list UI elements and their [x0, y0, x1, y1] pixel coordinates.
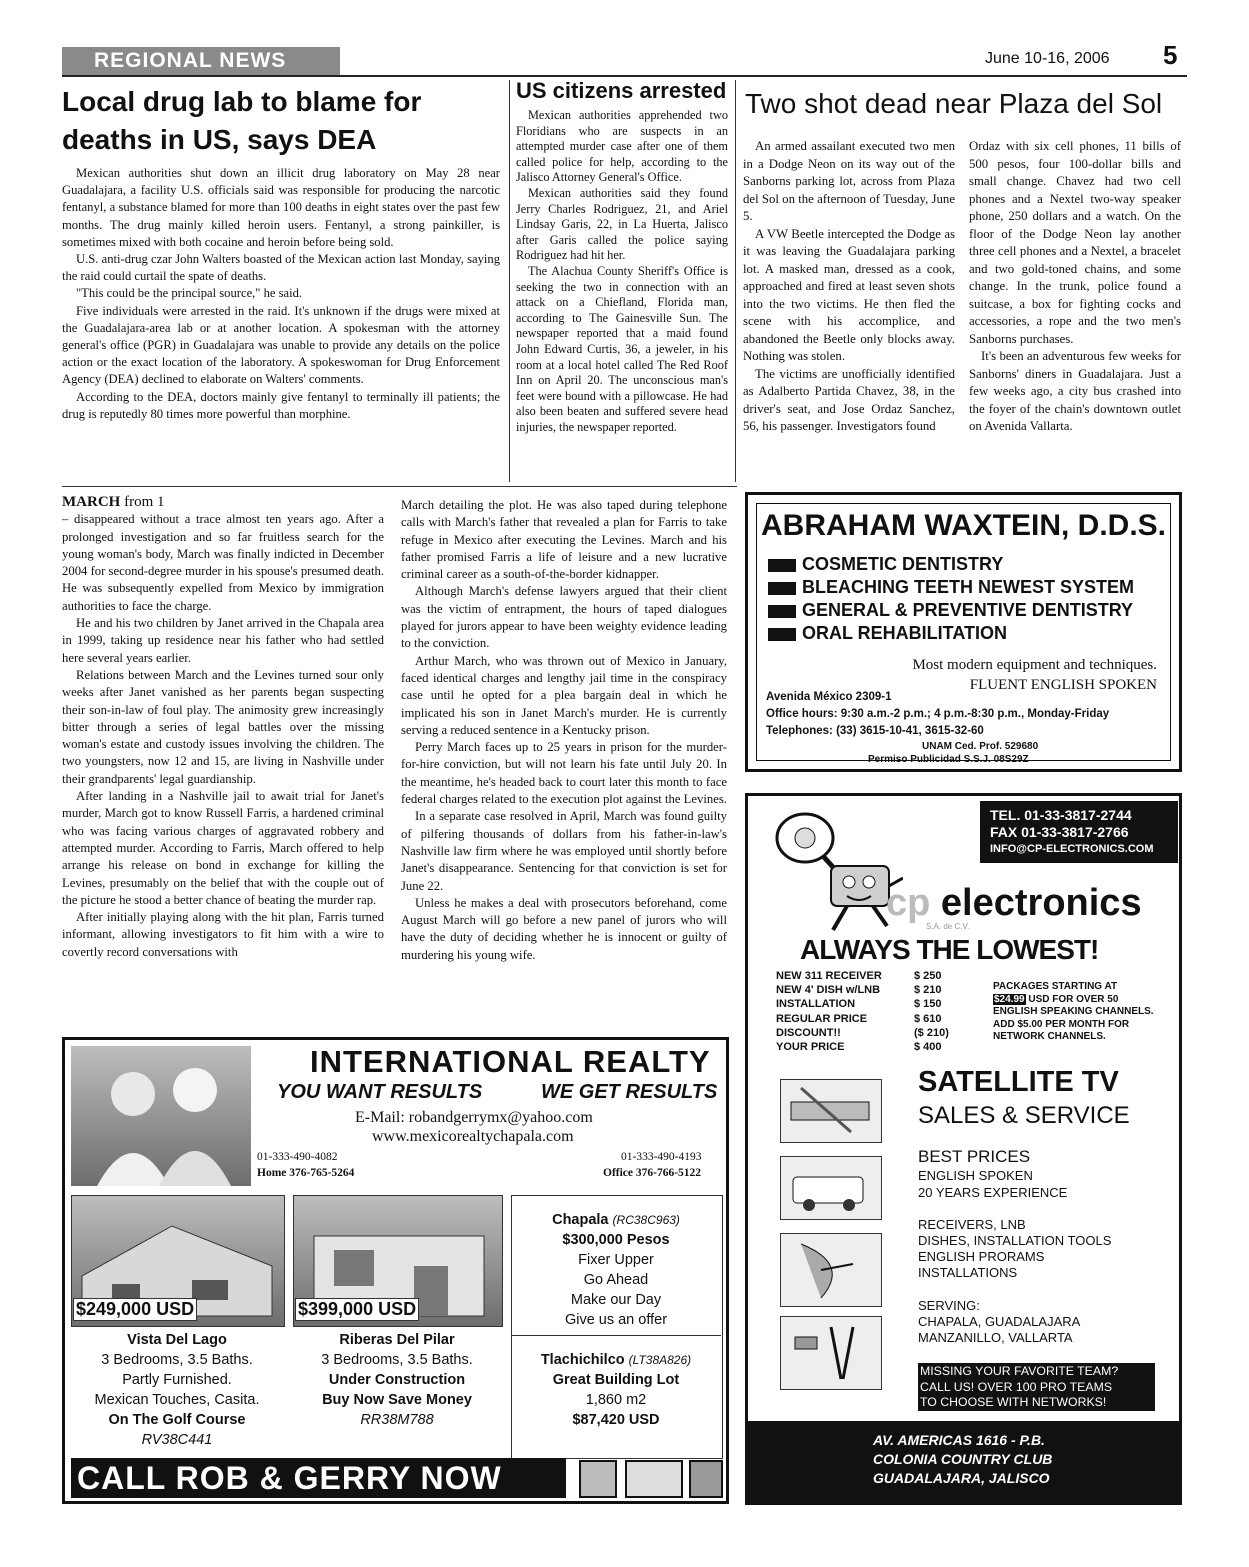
- realty-home-phone: Home 376-765-5264: [257, 1167, 355, 1179]
- article1-paragraph: U.S. anti-drug czar John Walters boasted of the Mexican action last Monday, saying the raid could curtail the spate of deaths.: [62, 252, 500, 284]
- article4-paragraph: March detailing the plot. He was also taped during telephone calls with March's father that revealed a plan for Farris to take refuge in Mexico after executing the Levines. March and his father promised Farris a life of leisure and a new lucrative criminal career as a south-of-the-border kidnapper.: [401, 498, 727, 582]
- missing-line: CALL US! OVER 100 PRO TEAMS: [920, 1379, 1113, 1394]
- article4-paragraph: Arthur March, who was thrown out of Mexico in January, faced identical charges and lengthy jail time in the conspiracy case until he opted for a plea bargain deal in which he implicated his son in Janet March's murder. He is currently serving a reduced sentence in a Kentucky prison.: [401, 653, 727, 737]
- price-row: [776, 969, 976, 983]
- service-line: ENGLISH PRORAMS: [918, 1249, 1045, 1264]
- listing4-name: Tlachichilco: [540, 1352, 625, 1368]
- article4-paragraph: Although March's defense lawyers argued that their client was the victim of entrapment, the hours of taped dialogues played for jurors appear to have been weighty evidence leading to the conviction.: [401, 584, 727, 651]
- bullet-square-icon: [768, 582, 796, 595]
- receiver-icon: [781, 1080, 881, 1142]
- article4-paragraph: After initially playing along with the hit plan, Farris turned informant, allowing investigators to fit him with a wire to covertly record conversations with: [62, 910, 384, 959]
- dentist-tagline: Most modern equipment and techniques.: [912, 657, 1157, 673]
- article3-col2: [969, 138, 1181, 436]
- dentist-services: [768, 553, 1134, 645]
- listing3-price: $300,000 Pesos: [562, 1232, 670, 1248]
- price-row: [776, 1012, 976, 1026]
- agents-photo: [71, 1046, 251, 1186]
- serving-cities: CHAPALA, GUADALAJARA: [918, 1314, 1081, 1329]
- header-rule: [62, 75, 1187, 77]
- ampi-logo-icon: [689, 1460, 723, 1498]
- dentist-license: UNAM Ced. Prof. 529680: [922, 741, 1039, 752]
- sales-service: SALES & SERVICE: [918, 1102, 1130, 1129]
- english-spoken: ENGLISH SPOKEN: [918, 1168, 1033, 1183]
- packages-text: USD FOR OVER 50: [1028, 993, 1119, 1005]
- realty-name: INTERNATIONAL REALTY: [310, 1044, 711, 1079]
- call-banner: CALL ROB & GERRY NOW: [71, 1458, 566, 1498]
- page-number: 5: [1163, 40, 1178, 70]
- contact-block: [980, 801, 1178, 863]
- article1-headline: Local drug lab to blame for deaths in US, says DEA: [62, 86, 422, 155]
- article4-jump-rest: from 1: [120, 494, 165, 510]
- tools-icon: [781, 1317, 881, 1389]
- listing1-code: RV38C441: [141, 1432, 213, 1448]
- article4-paragraph: After landing in a Nashville jail to await trial for Janet's murder, March got to know Russell Farris, a hardened criminal who was facing various charges of aggravated robbery and attempted murder. According to Farris, March offered to help arrange his release on bond in exchange for killing the Levines, presumably on the belief that with the couple out of the picture he stood a better chance of beating the murder rap.: [62, 789, 384, 907]
- article3-paragraph: Ordaz with six cell phones, 11 bills of 500 pesos, four 100-dollar bills and small change. Chavez had two cell phones and a Nextel two-way speaker phone, 250 dollars and a watch. On the floor of the Dodge Neon lay another three cell phones and a Nextel, a bracelet and two gold-toned chains, and some change. In the trunk, police found a suitcase, a box for fighting cocks and accessories, a rope and the two men's Sanborns purchases.: [969, 139, 1181, 346]
- price-value: ($ 210): [914, 1026, 949, 1039]
- dentist-address: Avenida México 2309-1: [766, 691, 892, 703]
- article3-paragraph: It's been an adventurous few weeks for Sanborns' diners in Guadalajara. Just a few weeks ago, a city bus crashed into the foyer of the chain's downtown outlet on Avenida Vallarta.: [969, 349, 1181, 433]
- brand-sub: S.A. de C.V.: [926, 922, 970, 931]
- listing2-price: $399,000 USD: [295, 1298, 419, 1321]
- agents-icon: [71, 1046, 251, 1186]
- listing1-line: Partly Furnished.: [122, 1372, 232, 1388]
- dish-image: [780, 1233, 882, 1307]
- price-item: NEW 311 RECEIVER: [776, 970, 882, 982]
- realty-phone-right: 01-333-490-4193: [621, 1151, 702, 1163]
- dentist-service-label: ORAL REHABILITATION: [802, 623, 1007, 643]
- article2-paragraph: Mexican authorities apprehended two Floridians who are suspects in an attempted murder case after one of them called police for help, according to the Jalisco Attorney General's Office.: [516, 108, 728, 185]
- article1-paragraph: According to the DEA, doctors mainly give fentanyl to terminally ill patients; the drug is reputedly 80 times more powerful than morphine.: [62, 389, 500, 421]
- listing1-price: $249,000 USD: [73, 1298, 197, 1321]
- missing-line: MISSING YOUR FAVORITE TEAM?: [920, 1364, 1119, 1378]
- listing3-line: Make our Day: [570, 1292, 662, 1308]
- contact-email: INFO@CP-ELECTRONICS.COM: [990, 843, 1154, 855]
- missing-team-banner: [918, 1363, 1155, 1411]
- price-row: [776, 1040, 976, 1054]
- address-line: GUADALAJARA, JALISCO: [873, 1470, 1050, 1486]
- listing4-code: (LT38A826): [628, 1353, 692, 1367]
- article1-body: [62, 165, 500, 423]
- packages-line: ENGLISH SPEAKING CHANNELS.: [993, 1006, 1154, 1017]
- article3-paragraph: An armed assailant executed two men in a Dodge Neon on its way out of the Sanborns parking lot, across from Plaza del Sol on the afternoon of Tuesday, June 5.: [743, 139, 955, 223]
- service-line: RECEIVERS, LNB: [918, 1217, 1026, 1232]
- dentist-name: ABRAHAM WAXTEIN, D.D.S.: [761, 509, 1166, 542]
- listing4-details: [511, 1350, 721, 1430]
- article3-col1: [743, 138, 955, 436]
- listing2-line: 3 Bedrooms, 3.5 Baths.: [321, 1352, 473, 1368]
- listing3-line: Fixer Upper: [578, 1252, 654, 1268]
- article2-headline: US citizens arrested: [516, 78, 727, 103]
- column-rule: [509, 80, 510, 482]
- van-image: [780, 1156, 882, 1220]
- article3-headline: Two shot dead near Plaza del Sol: [745, 88, 1163, 119]
- listing4-heading: [511, 1350, 721, 1370]
- article1-paragraph: Mexican authorities shut down an illicit drug laboratory on May 28 near Guadalajara, a facility U.S. officials said was responsible for producing the narcotic fentanyl, a substance blamed for more than 100 deaths in eight states over the past few months. The drug mainly killed heroin users. Fentanyl, a strong painkiller, is sometimes mixed with both cocaine and heroin before being sold.: [62, 166, 500, 249]
- price-value: $ 210: [914, 984, 942, 997]
- price-item: INSTALLATION: [776, 998, 856, 1011]
- listing4-price: $87,420 USD: [572, 1412, 660, 1428]
- price-value: $ 400: [914, 1041, 942, 1054]
- serving-cities: MANZANILLO, VALLARTA: [918, 1330, 1073, 1345]
- price-list: [776, 969, 976, 1054]
- listing2-line: Under Construction: [328, 1372, 466, 1388]
- bullet-square-icon: [768, 559, 796, 572]
- dentist-ad: [745, 492, 1182, 772]
- article3-paragraph: The victims are unofficially identified as Adalberto Partida Chavez, 38, in the driver's seat, and Jose Ordaz Sanchez, 56, his passenger. Investigators found: [743, 366, 955, 433]
- dentist-service-item: [768, 622, 1134, 645]
- listing1-name: Vista Del Lago: [127, 1332, 227, 1348]
- section-banner: REGIONAL NEWS: [62, 47, 340, 75]
- packages-block: [993, 981, 1178, 1044]
- price-item: DISCOUNT!!: [776, 1026, 841, 1039]
- dish-icon: [781, 1234, 881, 1306]
- bullet-square-icon: [768, 628, 796, 641]
- article4-jump-bold: MARCH: [62, 494, 121, 510]
- dentist-phones: Telephones: (33) 3615-10-41, 3615-32-60: [766, 725, 984, 737]
- realty-website: www.mexicorealtychapala.com: [372, 1128, 574, 1145]
- issue-date: June 10-16, 2006: [985, 50, 1110, 67]
- address-line: AV. AMERICAS 1616 - P.B.: [873, 1432, 1045, 1448]
- dentist-service-item: [768, 553, 1134, 576]
- dentist-service-item: [768, 599, 1134, 622]
- serving-label: SERVING:: [918, 1298, 980, 1313]
- mls-logo-icon: [579, 1460, 617, 1498]
- column-rule: [735, 80, 736, 482]
- bullet-square-icon: [768, 605, 796, 618]
- missing-line: TO CHOOSE WITH NETWORKS!: [920, 1395, 1107, 1409]
- van-icon: [781, 1157, 881, 1219]
- article2-body: [516, 108, 728, 435]
- realty-office-phone: Office 376-766-5122: [603, 1167, 702, 1179]
- brand-name: electronics: [940, 882, 1142, 924]
- dentist-service-item: [768, 576, 1134, 599]
- brand-cp: cp: [886, 882, 931, 924]
- price-row: [776, 1026, 976, 1040]
- article1-paragraph: Five individuals were arrested in the raid. It's unknown if the drugs were mixed at the Guadalajara-area lab or at another location. A spokesman with the attorney general's office (PGR) in Guadalajara was unable to provide any details on the police action or the exact location of the laboratory. A spokeswoman for Drug Enforcement Agency (DEA) declined to elaborate on Walters' comments.: [62, 303, 500, 387]
- listing2-line: Buy Now Save Money: [322, 1392, 472, 1408]
- address-banner: [748, 1421, 1179, 1502]
- realty-phone-left: 01-333-490-4082: [257, 1151, 338, 1163]
- brand-logo: [886, 882, 1142, 925]
- dentist-hours: Office hours: 9:30 a.m.-2 p.m.; 4 p.m.-8:30 p.m., Monday-Friday: [766, 708, 1110, 720]
- best-prices: BEST PRICES: [918, 1147, 1031, 1166]
- address-line: COLONIA COUNTRY CLUB: [873, 1451, 1053, 1467]
- electronics-ad: [745, 793, 1182, 1505]
- dentist-permit: Permiso Publicidad S.S.J. 08S29Z: [868, 754, 1029, 765]
- listing3-name: Chapala: [552, 1212, 609, 1228]
- article2-paragraph: Mexican authorities said they found Jerry Charles Rodriguez, 21, and Ariel Lindsay Garis, 22, in La Huerta, Jalisco after Garis called the police saying Rodriguez had hit her.: [516, 185, 728, 263]
- price-row: [776, 983, 976, 997]
- article3-paragraph: A VW Beetle intercepted the Dodge as it was leaving the Guadalajara parking lot. A masked man, dressed as a cook, approached and fired at least seven shots into the two victims. He then fled the scene with his accomplice, and abandoned the Beetle only blocks away. Nothing was stolen.: [743, 226, 955, 363]
- fax-number: FAX 01-33-3817-2766: [990, 824, 1129, 840]
- slogan: ALWAYS THE LOWEST!: [800, 934, 1099, 965]
- satellite-title: SATELLITE TV: [918, 1066, 1119, 1098]
- article4-paragraph: Relations between March and the Levines turned sour only weeks after Janet vanished as her parents began suspecting their son-in-law of foul play. The animosity grew increasingly bitter through a series of legal battles over the missing woman's estate and custody issues involving the children. The two youngsters, now 12 and 15, are living in Nashville under their grandparents' legal guardianship.: [62, 667, 384, 786]
- phone-number: TEL. 01-33-3817-2744: [990, 807, 1132, 823]
- listing3-details: [511, 1210, 721, 1330]
- article2-paragraph: The Alachua County Sheriff's Office is seeking the two in connection with an attack on a Chiefland, Florida man, according to The Gainesville Sun. The newspaper reported that a maid found John Edward Curtis, 36, a jeweler, in his room at a local hotel called The Red Roof Inn on April 20. The unconscious man's feet were bound with a pillowcase. He had also been beaten and suffered severe head injuries, the newspaper reported.: [516, 263, 728, 434]
- listings-divider: [511, 1335, 721, 1336]
- realty-slogan-left: YOU WANT RESULTS: [277, 1081, 483, 1103]
- realty-ad: [62, 1037, 729, 1504]
- packages-price: $24.99: [994, 993, 1025, 1005]
- listing2-details: [293, 1330, 501, 1430]
- dentist-service-label: COSMETIC DENTISTRY: [802, 554, 1004, 574]
- article4-paragraph: – disappeared without a trace almost ten years ago. After a prolonged investigation and so far fruitless search for the young woman's body, March was finally indicted in December 2004 for second-degree murder in his spouse's presumed death. He was subsequently expelled from Mexico by immigration authorities to face the charge.: [62, 512, 384, 613]
- price-value: $ 250: [914, 970, 942, 982]
- realty-slogan-right: WE GET RESULTS: [541, 1081, 718, 1103]
- packages-line: ADD $5.00 PER MONTH FOR: [993, 1018, 1130, 1030]
- packages-line: [993, 994, 1178, 1007]
- listing1-line: Mexican Touches, Casita.: [94, 1392, 260, 1408]
- dentist-service-label: BLEACHING TEETH NEWEST SYSTEM: [802, 577, 1135, 597]
- dentist-service-label: GENERAL & PREVENTIVE DENTISTRY: [802, 600, 1134, 620]
- packages-line: PACKAGES STARTING AT: [993, 981, 1118, 992]
- listing1-details: [71, 1330, 283, 1450]
- years-experience: 20 YEARS EXPERIENCE: [918, 1185, 1068, 1200]
- realtor-logo-icon: [625, 1460, 683, 1498]
- listing3-line: Give us an offer: [564, 1312, 668, 1328]
- listing4-line: Great Building Lot: [552, 1372, 680, 1388]
- price-value: $ 610: [914, 1012, 942, 1025]
- listing1-line: 3 Bedrooms, 3.5 Baths.: [101, 1352, 253, 1368]
- price-row: [776, 997, 976, 1011]
- article4-jumpline: [62, 494, 384, 511]
- dentist-english: FLUENT ENGLISH SPOKEN: [969, 677, 1157, 693]
- price-value: $ 150: [914, 998, 942, 1011]
- price-item: REGULAR PRICE: [776, 1012, 868, 1025]
- article4-col2: [401, 497, 727, 964]
- service-line: DISHES, INSTALLATION TOOLS: [918, 1233, 1112, 1248]
- packages-line: NETWORK CHANNELS.: [993, 1031, 1106, 1042]
- tools-image: [780, 1316, 882, 1390]
- article4-paragraph: Perry March faces up to 25 years in prison for the murder-for-hire conviction, but will not learn his fate until July 20. In the meantime, he's headed back to court later this month to face federal charges related to the execution plot against the Levines.: [401, 740, 727, 807]
- mascot-icon: [763, 808, 903, 933]
- listing3-heading: [511, 1210, 721, 1230]
- section-rule: [62, 486, 737, 487]
- article4-paragraph: In a separate case resolved in April, March was found guilty of pilfering thousands of dollars from his father-in-law's Nashville law firm where he was employed until shortly before Janet's disappearance. Sentencing for that conviction is set for June 22.: [401, 809, 727, 893]
- realty-email: E-Mail: robandgerrymx@yahoo.com: [355, 1109, 593, 1126]
- listing2-name: Riberas Del Pilar: [339, 1332, 455, 1348]
- price-item: NEW 4' DISH w/LNB: [776, 984, 881, 997]
- article4-col1: [62, 494, 384, 961]
- receiver-image: [780, 1079, 882, 1143]
- listing2-code: RR38M788: [360, 1412, 434, 1428]
- service-line: INSTALLATIONS: [918, 1265, 1018, 1280]
- listing3-line: Go Ahead: [583, 1272, 649, 1288]
- price-item: YOUR PRICE: [776, 1041, 845, 1054]
- article4-paragraph: Unless he makes a deal with prosecutors beforehand, come August March will go before a new panel of jurors who will have the duty of deciding whether he is innocent or guilty of murdering his young wife.: [401, 895, 727, 962]
- listing4-line: 1,860 m2: [585, 1392, 647, 1408]
- listing1-line: On The Golf Course: [108, 1412, 246, 1428]
- article4-paragraph: He and his two children by Janet arrived in the Chapala area in 1999, taking up residence near his father who had settled here several years earlier.: [62, 616, 384, 665]
- listing3-code: (RC38C963): [612, 1213, 680, 1227]
- article1-paragraph: "This could be the principal source," he said.: [76, 286, 303, 301]
